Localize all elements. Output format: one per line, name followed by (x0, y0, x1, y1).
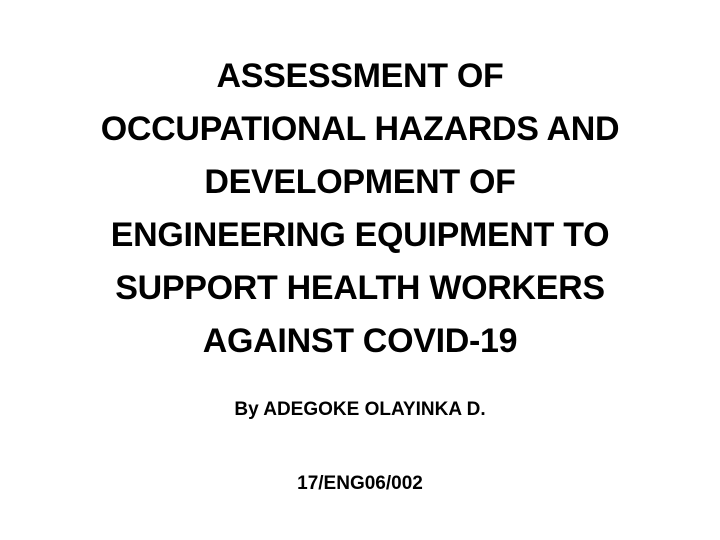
title-line: ASSESSMENT OF (216, 57, 504, 95)
title-line: SUPPORT HEALTH WORKERS (115, 269, 605, 307)
title-line: OCCUPATIONAL HAZARDS AND (100, 110, 620, 148)
title-line: AGAINST COVID-19 (202, 322, 518, 360)
slide-title (40, 50, 680, 368)
title-line: DEVELOPMENT OF (204, 163, 516, 201)
author-line: By ADEGOKE OLAYINKA D. (234, 399, 486, 420)
registration-number: 17/ENG06/002 (297, 473, 423, 494)
title-line: ENGINEERING EQUIPMENT TO (110, 216, 610, 254)
